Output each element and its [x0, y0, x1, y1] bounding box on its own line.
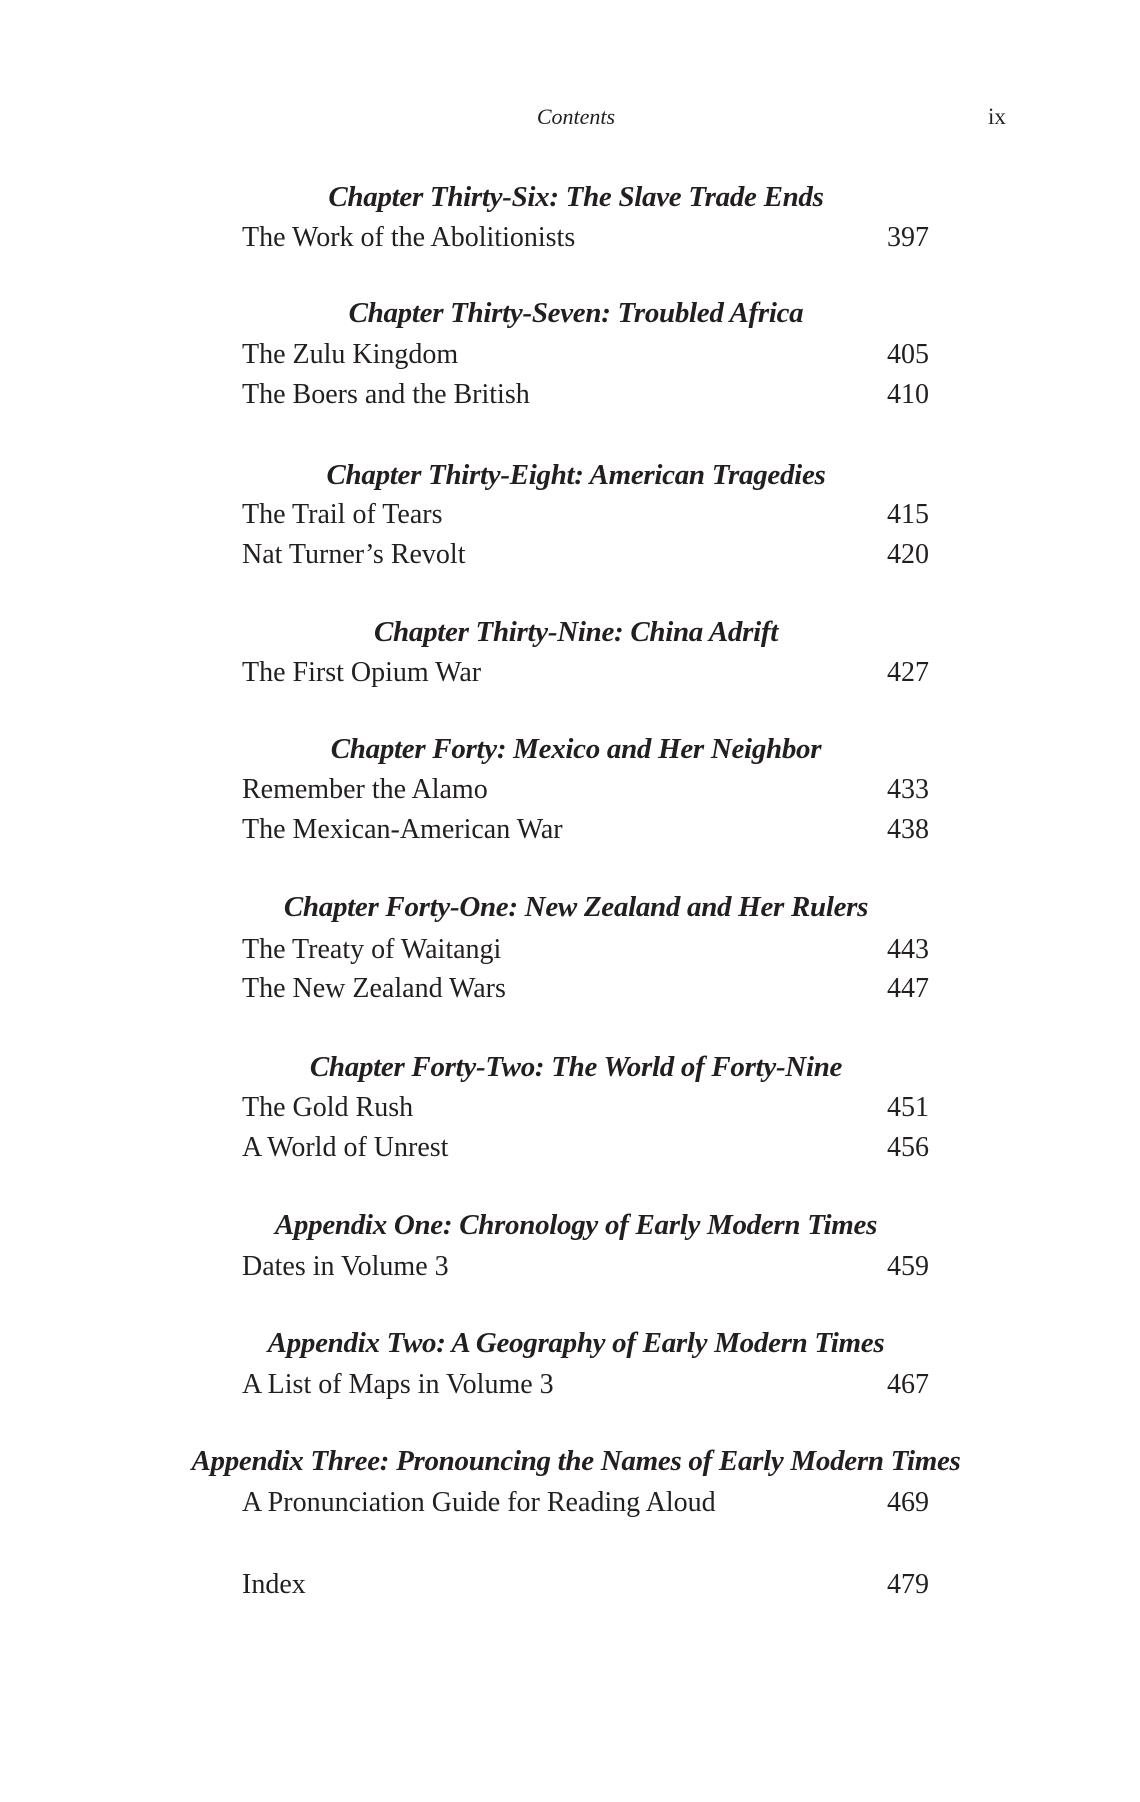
entry-page-number: 479	[887, 1569, 929, 1600]
toc-entry[interactable]	[242, 1134, 929, 1162]
toc-entry[interactable]	[242, 341, 929, 369]
entry-title: The Zulu Kingdom	[242, 339, 459, 370]
entry-page-number: 469	[887, 1487, 929, 1518]
entry-title: The Treaty of Waitangi	[242, 934, 502, 965]
toc-entry[interactable]	[242, 816, 929, 844]
toc-entry[interactable]	[242, 975, 929, 1003]
entry-page-number: 405	[887, 339, 929, 370]
entry-title: A List of Maps in Volume 3	[242, 1369, 554, 1400]
section-heading: Chapter Thirty-Six: The Slave Trade Ends	[328, 181, 824, 213]
entry-title: Nat Turner’s Revolt	[242, 539, 466, 570]
entry-page-number: 443	[887, 934, 929, 965]
entry-title: A World of Unrest	[242, 1132, 449, 1163]
entry-page-number: 459	[887, 1251, 929, 1282]
entry-title: The First Opium War	[242, 657, 482, 688]
section-heading: Chapter Thirty-Eight: American Tragedies	[326, 459, 826, 491]
toc-entry[interactable]	[242, 541, 929, 569]
entry-page-number: 451	[887, 1092, 929, 1123]
entry-page-number: 456	[887, 1132, 929, 1163]
toc-entry[interactable]	[242, 1253, 929, 1281]
toc-entry[interactable]	[242, 659, 929, 687]
page-number: ix	[988, 104, 1006, 129]
section-heading: Chapter Thirty-Nine: China Adrift	[374, 616, 778, 648]
running-title: Contents	[536, 104, 616, 129]
toc-entry[interactable]	[242, 1371, 929, 1399]
entry-page-number: 420	[887, 539, 929, 570]
entry-page-number: 433	[887, 774, 929, 805]
entry-title: The Mexican-American War	[242, 814, 563, 845]
toc-entry[interactable]	[242, 224, 929, 252]
entry-title: Remember the Alamo	[242, 774, 488, 805]
toc-entry[interactable]	[242, 776, 929, 804]
entry-page-number: 438	[887, 814, 929, 845]
entry-title: Dates in Volume 3	[242, 1251, 449, 1282]
entry-title: Index	[242, 1569, 306, 1600]
entry-page-number: 447	[887, 973, 929, 1004]
section-heading: Appendix Three: Pronouncing the Names of Early Modern Times	[191, 1445, 961, 1477]
section-heading: Chapter Thirty-Seven: Troubled Africa	[348, 297, 804, 329]
entry-page-number: 427	[887, 657, 929, 688]
entry-title: A Pronunciation Guide for Reading Aloud	[242, 1487, 716, 1518]
entry-title: The New Zealand Wars	[242, 973, 506, 1004]
toc-entry[interactable]	[242, 936, 929, 964]
section-heading: Chapter Forty-Two: The World of Forty-Nine	[309, 1051, 843, 1083]
toc-entry[interactable]	[242, 1094, 929, 1122]
entry-page-number: 397	[887, 222, 929, 253]
toc-entry[interactable]	[242, 381, 929, 409]
toc-entry[interactable]	[242, 1489, 929, 1517]
entry-page-number: 410	[887, 379, 929, 410]
section-heading: Chapter Forty: Mexico and Her Neighbor	[330, 733, 822, 765]
section-heading: Chapter Forty-One: New Zealand and Her Rulers	[283, 891, 869, 923]
section-heading: Appendix One: Chronology of Early Modern Times	[274, 1209, 878, 1241]
entry-title: The Gold Rush	[242, 1092, 414, 1123]
entry-title: The Work of the Abolitionists	[242, 222, 576, 253]
toc-entry-index[interactable]	[242, 1571, 929, 1599]
entry-title: The Boers and the British	[242, 379, 530, 410]
entry-title: The Trail of Tears	[242, 499, 443, 530]
entry-page-number: 467	[887, 1369, 929, 1400]
section-heading: Appendix Two: A Geography of Early Modern Times	[267, 1327, 885, 1359]
toc-entry[interactable]	[242, 501, 929, 529]
entry-page-number: 415	[887, 499, 929, 530]
